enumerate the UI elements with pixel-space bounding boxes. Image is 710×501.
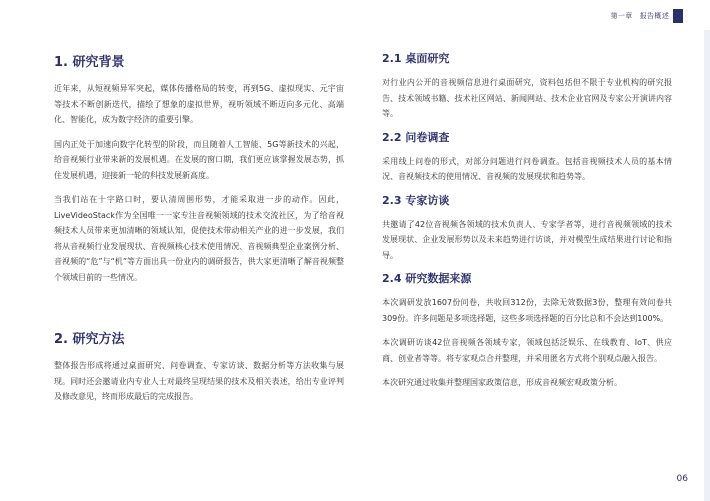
paragraph: 共邀请了42位音视频各领域的技术负责人、专家学者等，进行音视频领域的技术发展现状、企业发展形势以及未来趋势进行访谈，并对模型生成结果进行讨论和指导。 bbox=[382, 219, 672, 260]
subsection-title-questionnaire: 2.2 问卷调查 bbox=[382, 130, 450, 144]
subsection-title-desk-research: 2.1 桌面研究 bbox=[382, 52, 450, 65]
header-tab-marker bbox=[673, 9, 683, 23]
paragraph: 本次调研访谈42位音视频各领域专家，领域包括泛娱乐、在线教育、IoT、供应商、创业者等等。将专家观点合并整理，并采用匿名方式将个别观点融入报告。 bbox=[382, 338, 672, 363]
paragraph: 整体报告形成将通过桌面研究、问卷调查、专家访谈、数据分析等方法收集与展现。同时还会邀请业内专业人士对最终呈现结果的技术及相关表述，给出专业评判及修改意见，终而形成最后的完成报告。 bbox=[54, 361, 344, 401]
page-number: 06 bbox=[676, 474, 688, 484]
section-title-research-method: 2. 研究方法 bbox=[54, 332, 125, 347]
paragraph: 当我们站在十字路口时，要认清周围形势，才能采取进一步的动作。因此，LiveVideoStack作为全国唯一一家专注音视频领域的技术交流社区，为了给音视频技术人员带来更加清晰的领域认知，促使技术带动相关产业的进一步发展，我们将从音视频行业发展现状、音视频核心技术使用情况、音视频典型企业案例分析、音视频的“危”与“机”等方面出具一份业内的调研报告，供大家更清晰了解音视频整个领域目前的一些情况。 bbox=[54, 195, 344, 282]
left-column bbox=[54, 55, 344, 414]
section-title-research-background: 1. 研究背景 bbox=[54, 55, 125, 70]
paragraph: 本次研究通过收集并整理国家政策信息，形成音视频宏观政策分析。 bbox=[382, 378, 622, 387]
right-column bbox=[382, 52, 672, 400]
spacer bbox=[54, 294, 344, 332]
paragraph: 近年来，从短视频异军突起，媒体传播格局的转变，再到5G、虚拟现实、元宇宙等技术不断创新迭代，描绘了想象的虚拟世界，视听领域不断迈向多元化、高端化、智能化，成为数字经济的重要引擎。 bbox=[54, 84, 344, 124]
paragraph: 国内正处于加速向数字化转型的阶段，而且随着人工智能、5G等新技术的兴起，给音视频行业带来新的发展机遇。在发展的窗口期，我们更应该掌握发展态势，抓住发展机遇，迎接新一轮的科技发展新高度。 bbox=[54, 139, 344, 180]
subsection-title-expert-interviews: 2.3 专家访谈 bbox=[382, 193, 450, 207]
paragraph: 对行业内公开的音视频信息进行桌面研究，资料包括但不限于专业机构的研究报告、技术领域书籍、技术社区网站、新闻网站、技术企业官网及专家公开演讲内容等。 bbox=[382, 78, 672, 118]
side-decor-bar bbox=[704, 30, 710, 501]
paragraph: 采用线上问卷的形式，对部分问题进行问卷调查。包括音视频技术人员的基本情况、音视频技术的使用情况、音视频的发展现状和趋势等。 bbox=[382, 156, 672, 181]
chapter-header: 第一章 报告概述 bbox=[610, 12, 669, 20]
subsection-title-data-sources: 2.4 研究数据来源 bbox=[382, 272, 472, 285]
paragraph: 本次调研发放1607份问卷，共收回312份，去除无效数据3份，整理有效问卷共309份。许多问题是多项选择题，这些多项选择题的百分比总和不会达到100%。 bbox=[382, 298, 672, 323]
